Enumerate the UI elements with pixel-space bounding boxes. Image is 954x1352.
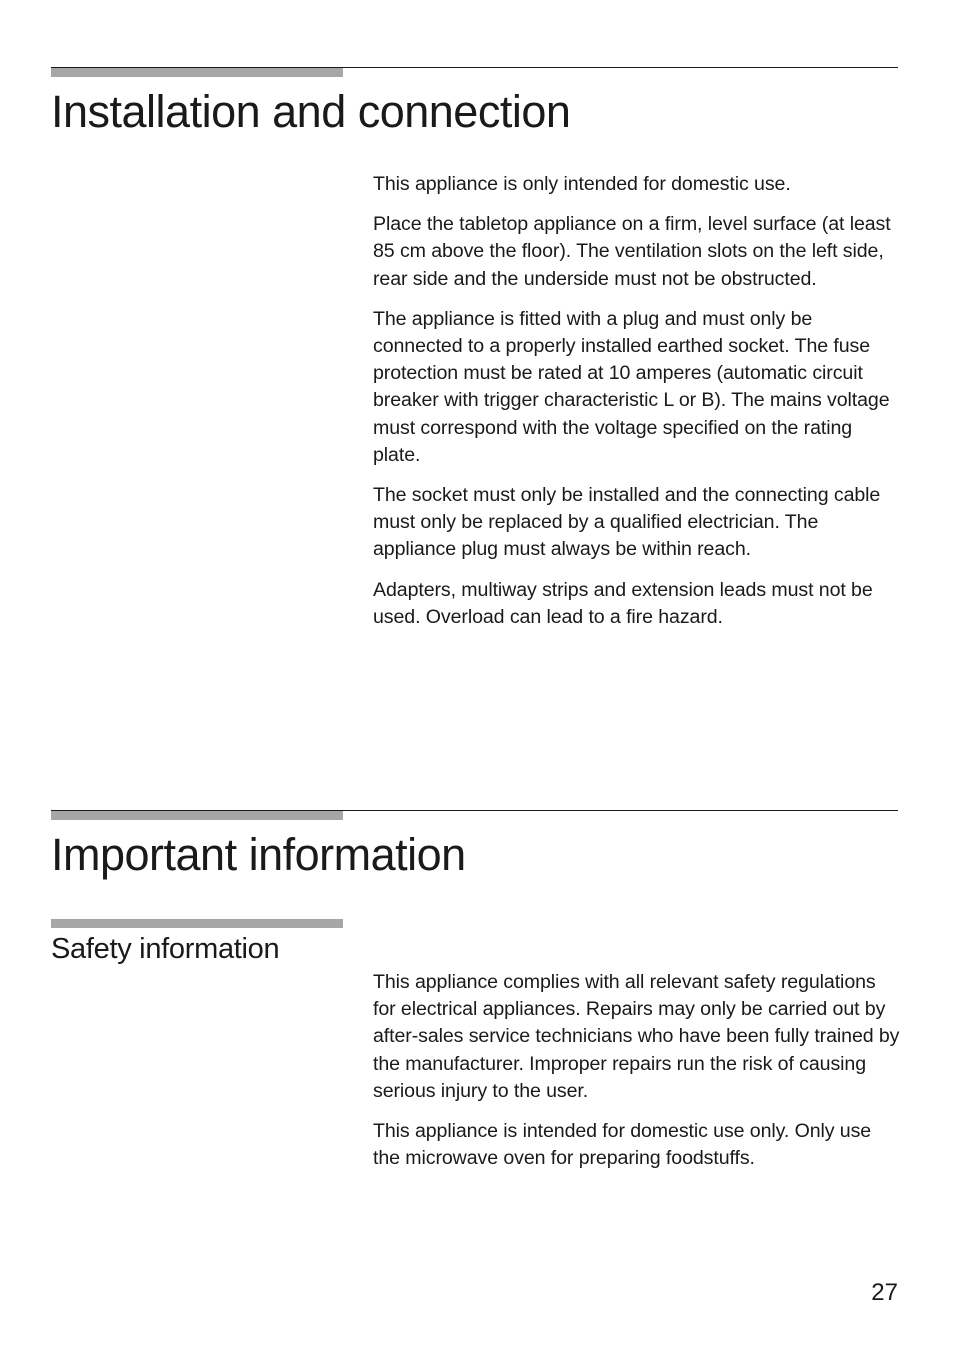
section-divider-bar bbox=[51, 68, 343, 77]
section-divider-bar bbox=[51, 811, 343, 820]
page-number: 27 bbox=[871, 1279, 898, 1306]
paragraph: This appliance is intended for domestic use only. Only use the microwave oven for preparing foodstuffs. bbox=[373, 1120, 872, 1170]
installation-body bbox=[373, 171, 901, 644]
paragraph: The socket must only be installed and the connecting cable must only be replaced by a qualified electrician. The appliance plug must always be within reach. bbox=[373, 484, 881, 561]
paragraph: The appliance is fitted with a plug and must only be connected to a properly installed earthed socket. The fuse protection must be rated at 10 amperes (automatic circuit breaker with trigger characteristic L or B). The mains voltage must correspond with the voltage specified on the rating plate. bbox=[373, 307, 890, 466]
paragraph: This appliance is only intended for domestic use. bbox=[373, 173, 791, 195]
safety-body bbox=[373, 969, 901, 1185]
paragraph: Adapters, multiway strips and extension leads must not be used. Overload can lead to a fire hazard. bbox=[373, 578, 873, 628]
paragraph: Place the tabletop appliance on a firm, level surface (at least 85 cm above the floor). The ventilation slots on the left side, rear side and the underside must not be obstructed. bbox=[373, 213, 891, 290]
paragraph: This appliance complies with all relevant safety regulations for electrical appliances. Repairs may only be carried out by after-sales service technicians who have been fully trained by the manufacturer. Improper repairs run the risk of causing serious injury to the user. bbox=[373, 971, 900, 1102]
heading-installation-and-connection: Installation and connection bbox=[51, 86, 571, 137]
heading-important-information: Important information bbox=[51, 829, 466, 880]
subheading-safety-information: Safety information bbox=[51, 933, 280, 965]
subsection-divider-bar bbox=[51, 919, 343, 928]
